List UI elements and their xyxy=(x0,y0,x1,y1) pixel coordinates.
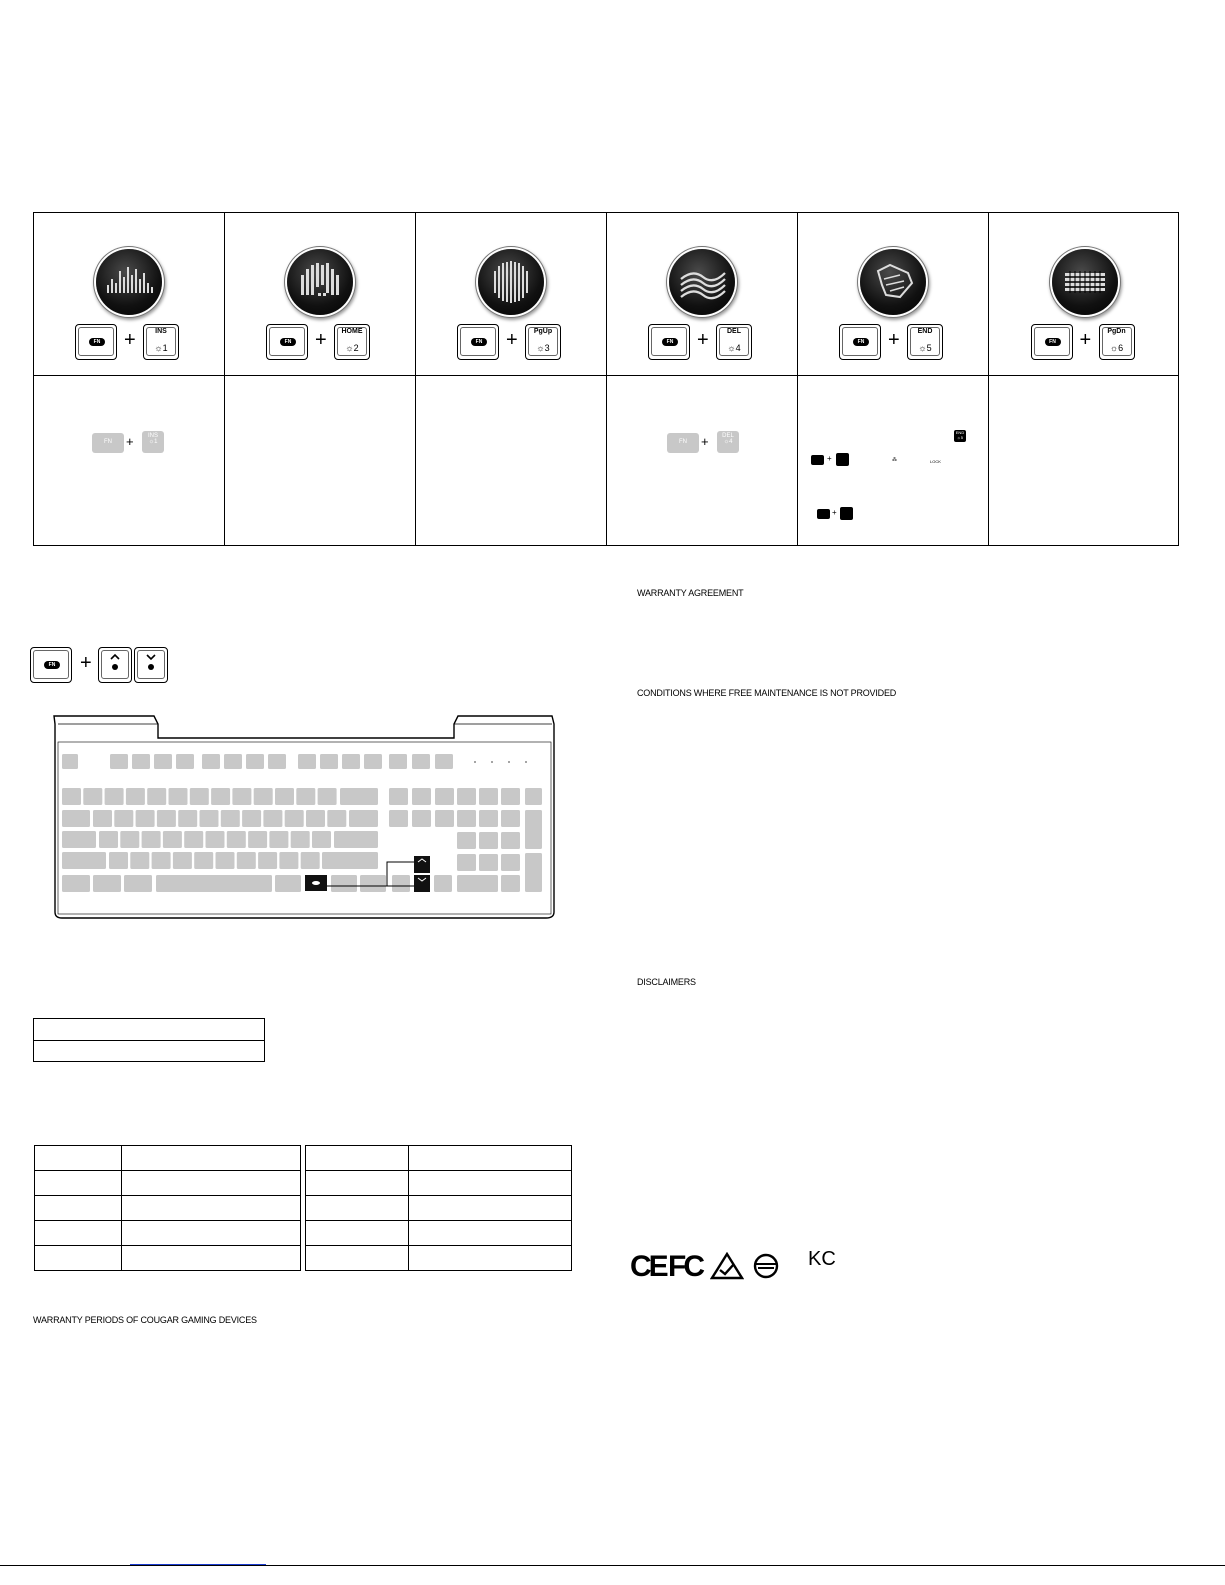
warranty-agreement-heading: WARRANTY AGREEMENT xyxy=(637,588,744,598)
keyboard-key xyxy=(130,852,149,869)
keyboard-key xyxy=(296,788,315,805)
conditions-heading: CONDITIONS WHERE FREE MAINTENANCE IS NOT PROVIDED xyxy=(637,688,897,698)
indicator-light-icon: ⁂ xyxy=(892,457,905,463)
fn-key: FN xyxy=(839,324,881,360)
table-row xyxy=(35,1146,301,1171)
fcc-mark: FC xyxy=(668,1250,702,1283)
effect-column-6 xyxy=(989,213,1180,545)
keyboard-key xyxy=(62,788,81,805)
keyboard-key xyxy=(124,875,152,892)
brightness-combo xyxy=(30,647,172,683)
keyboard-key xyxy=(136,810,155,827)
keyboard-key xyxy=(237,852,256,869)
keyboard-key xyxy=(202,754,220,769)
table-row xyxy=(306,1171,572,1196)
table-row xyxy=(35,1196,301,1221)
keyboard-key xyxy=(176,754,194,769)
keyboard-key xyxy=(62,852,106,869)
keyboard-key xyxy=(242,810,261,827)
keyboard-key xyxy=(479,832,498,849)
keyboard-key xyxy=(120,831,139,848)
keyboard-key xyxy=(301,852,320,869)
keyboard-key xyxy=(132,754,150,769)
keyboard-key xyxy=(169,788,188,805)
keyboard-key xyxy=(147,788,166,805)
keyboard-key xyxy=(275,788,294,805)
plus-icon: + xyxy=(701,434,709,449)
rcm-mark-icon xyxy=(710,1252,744,1280)
disclaimers-heading: DISCLAIMERS xyxy=(637,977,696,987)
keyboard-key xyxy=(258,852,277,869)
keyboard-key xyxy=(156,875,272,892)
keyboard-key xyxy=(457,875,498,892)
fn-key: FN xyxy=(457,324,499,360)
keyboard-key xyxy=(525,853,542,892)
keyboard-key xyxy=(83,788,102,805)
keyboard-key xyxy=(327,810,346,827)
keyboard-key xyxy=(525,788,542,805)
keyboard-key xyxy=(126,788,145,805)
keyboard-key xyxy=(435,788,454,805)
keyboard-key xyxy=(331,875,357,892)
keyboard-key xyxy=(93,810,112,827)
key-combo xyxy=(75,324,183,362)
arrow-down-key-highlight xyxy=(414,875,430,892)
info-table xyxy=(33,1018,265,1062)
plus-icon: + xyxy=(888,329,900,351)
ins-key-mini: INS ☼1 xyxy=(142,431,164,453)
keyboard-key xyxy=(227,831,246,848)
keyboard-key xyxy=(364,754,382,769)
effect-key: END ☼5 xyxy=(907,324,943,360)
effect-column-1 xyxy=(34,213,225,545)
plus-icon: + xyxy=(832,508,837,517)
effect-key: PgUp ☼3 xyxy=(525,324,561,360)
keyboard-key xyxy=(275,875,301,892)
lighting-effects-table xyxy=(33,212,1179,546)
keyboard-key xyxy=(501,810,520,827)
pointer-hand-icon xyxy=(860,249,926,315)
spectrum-bars-icon xyxy=(287,249,353,315)
keyboard-key xyxy=(157,810,176,827)
indicator-led xyxy=(508,761,510,763)
keyboard-key xyxy=(263,810,282,827)
eac-mark-icon xyxy=(752,1252,780,1280)
fn-key: FN xyxy=(75,324,117,360)
keyboard-key xyxy=(342,754,360,769)
keyboard-key xyxy=(457,854,476,871)
table-row xyxy=(306,1196,572,1221)
keyboard-key xyxy=(389,754,407,769)
del-key-mini: DEL ☼4 xyxy=(717,431,739,453)
keyboard-key xyxy=(291,831,310,848)
key-combo xyxy=(839,324,947,362)
effect-key: INS ☼1 xyxy=(143,324,179,360)
indicator-lights xyxy=(892,457,905,463)
effect-key: HOME ☼2 xyxy=(334,324,370,360)
keyboard-key xyxy=(178,810,197,827)
keyboard-key xyxy=(312,831,331,848)
keyboard-key xyxy=(105,788,124,805)
end-key-mini: END ☼5 xyxy=(955,430,965,440)
end-key-mini xyxy=(840,507,853,520)
chevron-up-icon xyxy=(98,647,132,681)
table-row xyxy=(35,1221,301,1246)
keyboard-key xyxy=(479,810,498,827)
key-combo xyxy=(266,324,374,362)
table-row xyxy=(306,1221,572,1246)
keyboard-key xyxy=(211,788,230,805)
keyboard-key xyxy=(457,832,476,849)
plus-icon: + xyxy=(1079,329,1092,351)
table-row xyxy=(35,1246,301,1271)
keyboard-key xyxy=(268,754,286,769)
fn-key: FN xyxy=(30,647,72,683)
keyboard-key xyxy=(479,788,498,805)
keyboard-key xyxy=(318,788,337,805)
keyboard-key xyxy=(114,810,133,827)
keyboard-key xyxy=(206,831,225,848)
spec-table-right xyxy=(305,1145,572,1271)
indicator-led xyxy=(474,761,476,763)
effect-column-4 xyxy=(607,213,798,545)
keyboard-key xyxy=(254,788,273,805)
keyboard-key xyxy=(349,810,378,827)
keyboard-key xyxy=(479,854,498,871)
warranty-periods-heading: WARRANTY PERIODS OF COUGAR GAMING DEVICES xyxy=(33,1315,257,1325)
certification-logos xyxy=(630,1248,836,1284)
fn-key: FN xyxy=(266,324,308,360)
keyboard-key xyxy=(322,852,378,869)
key-combo xyxy=(1031,324,1139,362)
keyboard-key xyxy=(320,754,338,769)
audio-equalizer-icon xyxy=(96,249,162,315)
keyboard-key xyxy=(334,831,378,848)
keyboard-key xyxy=(501,875,520,892)
wave-icon xyxy=(669,249,735,315)
table-row xyxy=(306,1146,572,1171)
keyboard-key xyxy=(389,810,408,827)
plus-icon: + xyxy=(506,329,518,351)
keyboard-key xyxy=(306,810,325,827)
keyboard-key xyxy=(93,875,121,892)
keyboard-key xyxy=(412,810,431,827)
fn-key-mini: FN xyxy=(92,433,124,453)
keyboard-key xyxy=(221,810,240,827)
key-combo xyxy=(648,324,756,362)
table-row xyxy=(35,1171,301,1196)
keyboard-key xyxy=(216,852,235,869)
keyboard-key xyxy=(110,754,128,769)
fn-key-mini xyxy=(811,455,824,465)
ripple-circle-icon xyxy=(478,249,544,315)
keyboard-key xyxy=(392,875,410,892)
spec-table-left xyxy=(34,1145,301,1271)
keyboard-key xyxy=(435,810,454,827)
keyboard-key xyxy=(173,852,192,869)
keyboard-key xyxy=(412,754,430,769)
arrow-down-key xyxy=(134,647,168,683)
keyboard-key xyxy=(389,788,408,805)
footer-divider xyxy=(0,1565,1225,1566)
end-key-mini xyxy=(836,453,849,466)
keyboard-key xyxy=(163,831,182,848)
fn-key: FN xyxy=(648,324,690,360)
keyboard-key xyxy=(184,831,203,848)
effect-key: PgDn ☼6 xyxy=(1099,324,1135,360)
keyboard-key xyxy=(525,810,542,849)
table-row xyxy=(306,1246,572,1271)
keyboard-key xyxy=(412,788,431,805)
keyboard-key xyxy=(501,832,520,849)
keyboard-key xyxy=(501,854,520,871)
keyboard-key xyxy=(200,810,219,827)
keyboard-key xyxy=(190,788,209,805)
lock-label: LOCK xyxy=(930,459,941,464)
effect-column-3 xyxy=(416,213,607,545)
keyboard-key xyxy=(109,852,128,869)
keyboard-key xyxy=(246,754,264,769)
keyboard-key xyxy=(232,788,251,805)
keyboard-key xyxy=(435,754,453,769)
indicator-led xyxy=(525,761,527,763)
keyboard-key xyxy=(142,831,161,848)
keyboard-key xyxy=(62,754,78,769)
keyboard-diagram xyxy=(50,712,560,922)
keyboard-key xyxy=(194,852,213,869)
keyboard-key xyxy=(154,754,172,769)
keyboard-key xyxy=(434,875,452,892)
ce-mark: CE xyxy=(630,1250,666,1283)
keyboard-key xyxy=(279,852,298,869)
key-combo xyxy=(457,324,565,362)
effect-column-5 xyxy=(798,213,989,545)
keyboard-key xyxy=(457,788,476,805)
keyboard-key xyxy=(224,754,242,769)
keyboard-key xyxy=(501,788,520,805)
keyboard-key xyxy=(152,852,171,869)
chevron-down-icon xyxy=(134,647,168,681)
fn-key: FN xyxy=(1031,324,1073,360)
keyboard-key xyxy=(285,810,304,827)
effect-key: DEL ☼4 xyxy=(716,324,752,360)
keyboard-key xyxy=(269,831,288,848)
keyboard-key xyxy=(99,831,118,848)
keyboard-key xyxy=(248,831,267,848)
table-row xyxy=(34,1019,264,1041)
keyboard-key xyxy=(457,810,476,827)
kc-mark: KC xyxy=(808,1248,836,1270)
plus-icon: + xyxy=(80,652,92,674)
keyboard-key xyxy=(62,810,90,827)
keyboard-key xyxy=(62,875,90,892)
plus-icon: + xyxy=(315,329,327,351)
plus-icon: + xyxy=(124,329,136,351)
arrow-up-key xyxy=(98,647,132,683)
plus-icon: + xyxy=(697,329,709,351)
table-row xyxy=(34,1041,264,1062)
effect-column-2 xyxy=(225,213,416,545)
keyboard-key xyxy=(298,754,316,769)
fn-key-mini: FN xyxy=(667,433,699,453)
keyboard-key xyxy=(62,831,96,848)
fn-key-mini xyxy=(817,509,830,519)
plus-icon: + xyxy=(126,434,134,449)
keyboard-key xyxy=(360,875,386,892)
full-grid-icon xyxy=(1052,249,1118,315)
plus-icon: + xyxy=(827,454,832,463)
footer-link[interactable] xyxy=(130,1557,266,1565)
indicator-led xyxy=(491,761,493,763)
keyboard-key xyxy=(340,788,378,805)
